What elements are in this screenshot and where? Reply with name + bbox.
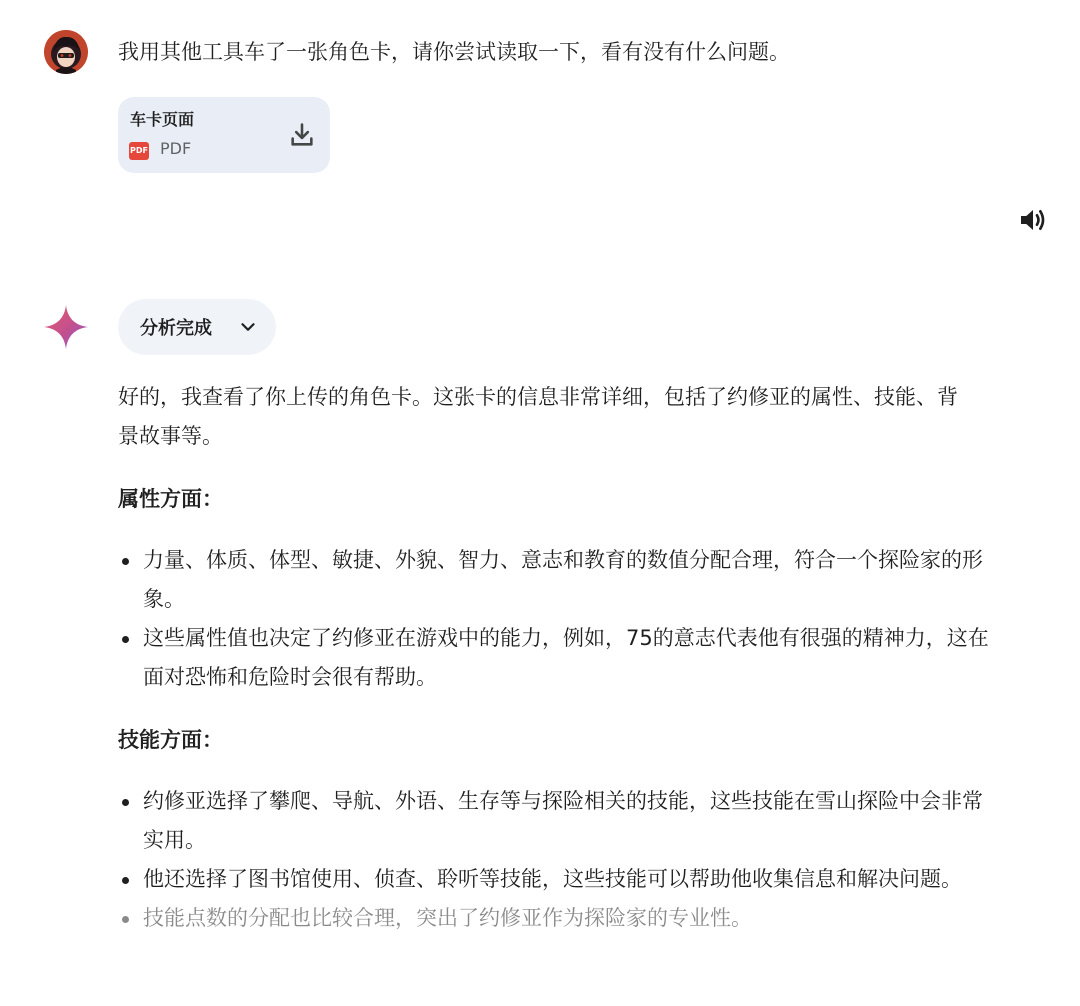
- sparkle-icon: [42, 303, 90, 351]
- list-item: [118, 782, 993, 860]
- analysis-label: 分析完成: [140, 318, 212, 339]
- list-item: [118, 860, 993, 899]
- avatar[interactable]: [44, 30, 88, 74]
- chevron-down-icon[interactable]: [237, 316, 259, 338]
- list-item-text: 力量、体质、体型、敏捷、外貌、智力、意志和教育的数值分配合理，符合一个探险家的形象。: [143, 548, 983, 611]
- attachment-card[interactable]: [118, 97, 330, 173]
- list-item: [118, 541, 993, 619]
- avatar-image: [44, 30, 88, 74]
- list-item: [118, 899, 993, 938]
- bullet-dot: [122, 916, 129, 923]
- bullet-dot: [122, 636, 129, 643]
- list-item-text: 这些属性值也决定了约修亚在游戏中的能力，例如，75的意志代表他有很强的精神力，这在面对恐怖和危险时会很有帮助。: [143, 626, 989, 689]
- user-message-text: 我用其他工具车了一张角色卡，请你尝试读取一下，看有没有什么问题。: [118, 40, 790, 64]
- list-item: [118, 619, 993, 697]
- bullet-list: [118, 541, 998, 697]
- bullet-dot: [122, 877, 129, 884]
- response-intro: 好的，我查看了你上传的角色卡。这张卡的信息非常详细，包括了约修亚的属性、技能、背景故事等。: [118, 385, 958, 448]
- bullet-dot: [122, 558, 129, 565]
- speaker-icon[interactable]: [1017, 204, 1049, 236]
- bullet-list: [118, 782, 998, 938]
- section-heading: 技能方面：: [118, 728, 223, 752]
- pdf-icon: PDF: [129, 142, 149, 160]
- list-item-text: 约修亚选择了攀爬、导航、外语、生存等与探险相关的技能，这些技能在雪山探险中会非常实用。: [143, 789, 983, 852]
- list-item-text: 技能点数的分配也比较合理，突出了约修亚作为探险家的专业性。: [143, 906, 752, 930]
- response-body: [118, 378, 998, 938]
- attachment-name: 车卡页面: [130, 110, 195, 129]
- list-item-text: 他还选择了图书馆使用、侦查、聆听等技能，这些技能可以帮助他收集信息和解决问题。: [143, 867, 962, 891]
- section-heading: 属性方面：: [118, 487, 223, 511]
- attachment-type: PDF: [160, 139, 192, 158]
- analysis-complete-toggle[interactable]: [118, 299, 276, 355]
- download-icon[interactable]: [288, 121, 316, 149]
- bullet-dot: [122, 799, 129, 806]
